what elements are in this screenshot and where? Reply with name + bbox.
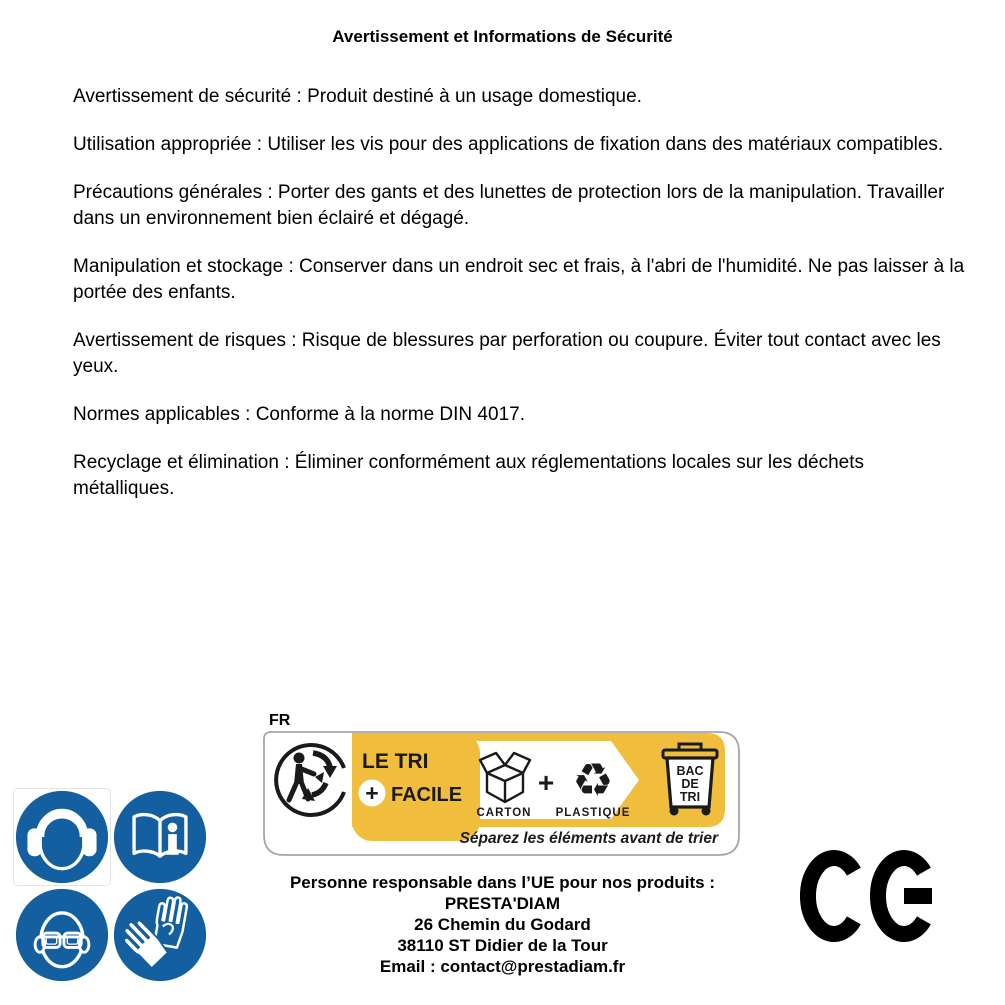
plastique-recycle-icon: ♻ [572, 753, 614, 807]
responsible-line: Personne responsable dans l’UE pour nos produits : [289, 873, 716, 892]
carton-label: CARTON [476, 807, 532, 819]
page-title: Avertissement et Informations de Sécurité [332, 27, 673, 46]
recycling-sorting-label [263, 731, 741, 858]
plus-badge-text: + [365, 780, 379, 806]
safety-paragraph: Normes applicables : Conforme à la norme DIN 4017. [73, 404, 525, 425]
responsible-line: PRESTA'DIAM [444, 894, 561, 913]
responsible-line: Email : contact@prestadiam.fr [379, 957, 626, 976]
safety-text-block [73, 84, 970, 524]
materials-plus: + [537, 767, 555, 798]
bin-label-line: DE [681, 777, 699, 791]
safety-paragraph: Utilisation appropriée : Utiliser les vis pour des applications de fixation dans des matériaux compatibles. [73, 134, 944, 155]
safety-paragraph: Avertissement de risques : Risque de blessures par perforation ou coupure. Éviter tout contact avec les yeux. [73, 330, 941, 377]
bin-label-line: TRI [679, 790, 701, 804]
responsible-line: 38110 ST Didier de la Tour [397, 936, 608, 955]
safety-paragraph: Manipulation et stockage : Conserver dans un endroit sec et frais, à l'abri de l'humidité. Ne pas laisser à la portée des enfants. [73, 256, 965, 303]
fr-country-label: FR [269, 712, 291, 729]
safety-paragraph: Avertissement de sécurité : Produit destiné à un usage domestique. [73, 86, 642, 107]
bin-label-line: BAC [676, 764, 704, 778]
responsible-line: 26 Chemin du Godard [414, 915, 591, 934]
sorting-tagline: Séparez les éléments avant de trier [459, 830, 718, 847]
safety-paragraph: Précautions générales : Porter des gants et des lunettes de protection lors de la manipulation. Travailler dans un environnement bien éclairé et dégagé. [73, 182, 945, 229]
read-manual-icon [112, 789, 208, 885]
safety-paragraph: Recyclage et élimination : Éliminer conformément aux réglementations locales sur les déchets métalliques. [73, 452, 864, 499]
facile-text: FACILE [391, 784, 463, 806]
plastique-label: PLASTIQUE [555, 807, 631, 819]
ear-protection-icon [14, 789, 110, 885]
le-tri-text: LE TRI [362, 750, 429, 773]
ce-mark-icon [798, 846, 943, 946]
